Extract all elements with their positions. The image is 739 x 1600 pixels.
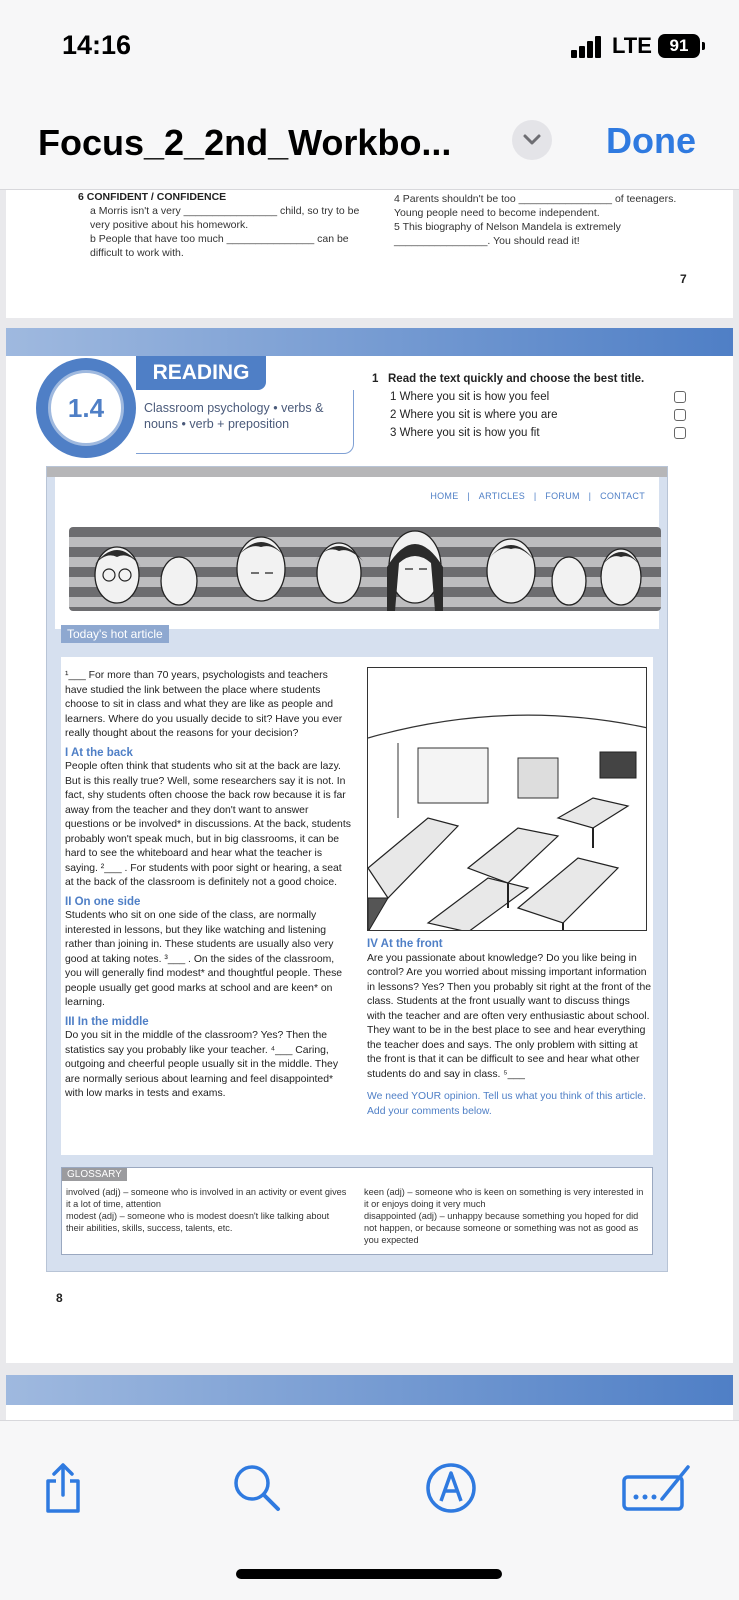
gloss-keen: keen (adj) – someone who is keen on something is very interested in it or enjoys doing it very much bbox=[364, 1187, 644, 1209]
article-content bbox=[61, 657, 653, 1155]
markup-icon bbox=[424, 1461, 478, 1515]
title-menu-button[interactable] bbox=[512, 120, 552, 160]
glossary-right bbox=[364, 1186, 650, 1246]
classroom-drawing bbox=[368, 668, 647, 931]
navigation-bar bbox=[0, 90, 739, 190]
task-instruction: Read the text quickly and choose the best title. bbox=[388, 373, 645, 385]
document-title[interactable]: Focus_2_2nd_Workbo... bbox=[38, 122, 452, 163]
battery-tip bbox=[702, 42, 705, 50]
gloss-involved: involved (adj) – someone who is involved in an activity or event gives it a lot of time, attention bbox=[66, 1187, 347, 1209]
chevron-down-icon bbox=[522, 132, 542, 148]
network-type: LTE bbox=[612, 33, 652, 58]
share-button[interactable] bbox=[38, 1461, 88, 1515]
section-2-text: Students who sit on one side of the class, are normally interested in lessons, but they like watching and listening rather than joining in. These students are usually also very good at taking notes. ³___ . On the sides of the classroom, you will generally find modest* and thoughtful people. These people usually get good marks at school and are keen* on learning. bbox=[65, 910, 343, 1008]
signature-icon bbox=[620, 1461, 696, 1515]
section-1-text: People often think that students who sit at the back are lazy. But is this really true? Well, some researchers say it is not. In fact, shy students often choose the back row because it is far away from the teacher and they don't want to answer questions or be involved* in discussions. At the back, students probably won't speak much, but in big classrooms, it can be hard to see the whiteboard and hear what the teacher is saying. ²___ . For students with poor sight or hearing, a seat at the back of the classroom is definitely not a good choice. bbox=[65, 761, 351, 888]
page-8 bbox=[6, 328, 733, 1363]
page-9 bbox=[6, 1375, 733, 1420]
section-1-title: I At the back bbox=[65, 746, 133, 759]
task-number: 1 bbox=[372, 373, 379, 385]
article-left-column bbox=[65, 669, 353, 1102]
q6-title: 6 CONFIDENT / CONFIDENCE bbox=[78, 191, 227, 203]
section-3-title: III In the middle bbox=[65, 1015, 149, 1028]
lesson-badge bbox=[36, 358, 136, 458]
page-number-8: 8 bbox=[56, 1291, 63, 1305]
gloss-modest: modest (adj) – someone who is modest doesn't like talking about their abilities, skills, success, talents, etc. bbox=[66, 1211, 330, 1233]
home-indicator bbox=[236, 1569, 502, 1579]
glossary-left bbox=[66, 1186, 348, 1234]
article-right-column bbox=[367, 937, 651, 1119]
section-3-text: Do you sit in the middle of the classroom? Yes? Then the statistics say you probably like your teacher. ⁴___ Caring, outgoing and cheerful people usually sit in the middle. They are normally serious about learning and feel disappointed* with low marks in tests and exams. bbox=[65, 1030, 339, 1099]
nav-forum: FORUM bbox=[545, 491, 580, 501]
nav-contact: CONTACT bbox=[600, 491, 645, 501]
option-1-checkbox bbox=[674, 391, 686, 403]
nav-articles: ARTICLES bbox=[478, 491, 526, 501]
search-icon bbox=[230, 1461, 284, 1515]
section-title: READING bbox=[136, 356, 266, 390]
option-3-checkbox bbox=[674, 427, 686, 439]
hot-article-label: Today's hot article bbox=[61, 625, 169, 643]
nav-home: HOME bbox=[430, 491, 459, 501]
page9-header-bar bbox=[6, 1375, 733, 1405]
reading-header-bar bbox=[6, 328, 733, 356]
students-drawing bbox=[69, 527, 661, 611]
task-1 bbox=[372, 370, 692, 442]
page7-right-column bbox=[394, 192, 684, 248]
signature-button[interactable] bbox=[620, 1461, 696, 1515]
page7-left-column bbox=[78, 190, 378, 260]
q5: 5 This biography of Nelson Mandela is extremely ________________. You should read it! bbox=[394, 221, 621, 247]
markup-button[interactable] bbox=[424, 1461, 474, 1515]
document-viewer[interactable] bbox=[0, 190, 739, 1420]
frame-top-bar bbox=[47, 467, 667, 477]
gloss-disappointed: disappointed (adj) – unhappy because something you hoped for did not happen, or because someone or something was not as good as you expected bbox=[364, 1211, 639, 1245]
nav-sep-3: | bbox=[588, 491, 592, 501]
bottom-toolbar bbox=[0, 1420, 739, 1600]
option-3 bbox=[372, 424, 692, 442]
q4: 4 Parents shouldn't be too ________________ of teenagers. Young people need to become independent. bbox=[394, 193, 677, 219]
status-time: 14:16 bbox=[62, 30, 132, 60]
option-2-checkbox bbox=[674, 409, 686, 421]
cellular-signal-icon bbox=[571, 36, 603, 58]
page-7 bbox=[6, 190, 733, 318]
battery-icon: 91 bbox=[658, 34, 700, 58]
status-bar bbox=[0, 0, 739, 90]
section-4-title: IV At the front bbox=[367, 938, 443, 950]
nav-sep-2: | bbox=[533, 491, 537, 501]
section-4-text: Are you passionate about knowledge? Do you like being in control? Are you worried about missing important information in lessons? Yes? Then you probably sit right at the front of the class. Students at the front usually want to discuss things with the teacher and are often very enthusiastic about school. They want to be in the best place to see and hear everything the teacher does and says. The only problem with sitting at the front is that it can be difficult to see and hear what other students do and say in class. ⁵___ bbox=[367, 952, 652, 1080]
article-intro: ¹___ For more than 70 years, psychologists and teachers have studied the link between the place where students choose to sit in class and what they are like as people and learners. Where do you usually decide to sit? Have you ever really thought about the reasons for your decision? bbox=[65, 670, 343, 739]
lesson-number: 1.4 bbox=[48, 370, 124, 446]
website-nav bbox=[424, 491, 645, 501]
students-banner-illustration bbox=[69, 527, 661, 611]
option-3-text: 3 Where you sit is how you fit bbox=[390, 427, 540, 439]
article-frame bbox=[46, 466, 668, 1272]
option-2-text: 2 Where you sit is where you are bbox=[390, 409, 558, 421]
opinion-prompt: We need YOUR opinion. Tell us what you think of this article. Add your comments below. bbox=[367, 1091, 646, 1117]
search-button[interactable] bbox=[230, 1461, 280, 1515]
section-subtitle: Classroom psychology • verbs & nouns • verb + preposition bbox=[144, 401, 324, 431]
glossary-box bbox=[61, 1167, 653, 1255]
classroom-illustration bbox=[367, 667, 647, 931]
website-header bbox=[55, 477, 659, 629]
q6-b: b People that have too much _______________ can be difficult to work with. bbox=[90, 233, 349, 259]
section-2-title: II On one side bbox=[65, 895, 141, 908]
option-2 bbox=[372, 406, 692, 424]
nav-sep-1: | bbox=[467, 491, 470, 501]
q6-a: a Morris isn't a very ________________ child, so try to be very positive about his homework. bbox=[90, 205, 360, 231]
option-1 bbox=[372, 388, 692, 406]
option-1-text: 1 Where you sit is how you feel bbox=[390, 391, 550, 403]
share-icon bbox=[38, 1461, 88, 1515]
glossary-label: GLOSSARY bbox=[62, 1168, 127, 1181]
done-button[interactable]: Done bbox=[606, 120, 696, 161]
page-number-7: 7 bbox=[680, 272, 687, 286]
